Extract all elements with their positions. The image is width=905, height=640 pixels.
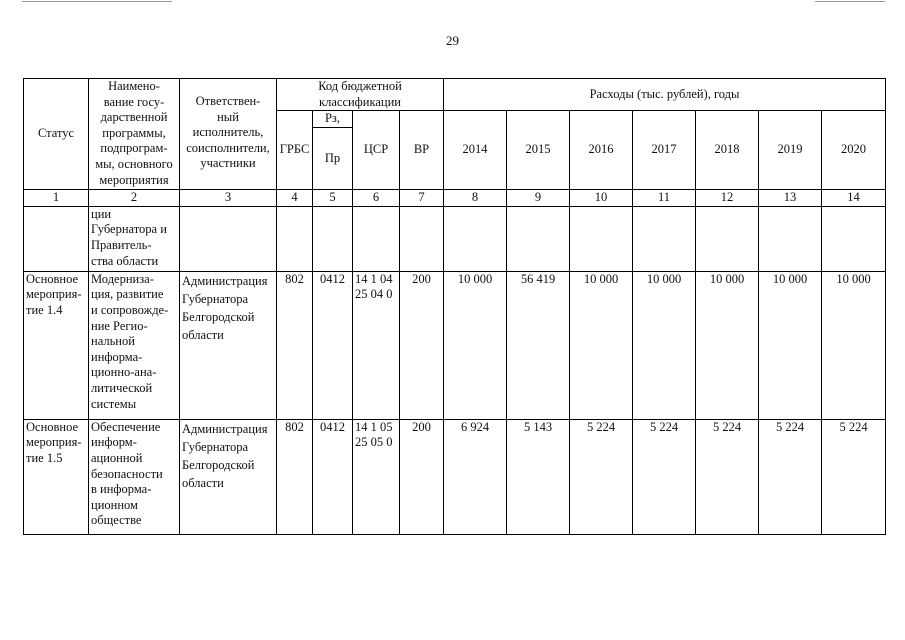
- row-vr: 200: [400, 419, 444, 534]
- continuation-row: [24, 206, 886, 271]
- row-value-2019: 10 000: [759, 271, 822, 419]
- header-year-2016: 2016: [570, 111, 633, 190]
- row-value-2020: 5 224: [822, 419, 886, 534]
- header-name: Наимено- вание госу- дарственной программы, подпрограм- мы, основного мероприятия: [89, 79, 180, 190]
- col-num-14: 14: [822, 190, 886, 207]
- header-pr: Пр: [313, 128, 353, 190]
- cont-name: ции Губернатора и Правитель- ства области: [89, 206, 180, 271]
- row-rzpr: 0412: [313, 419, 353, 534]
- row-csr: 14 1 04 25 04 0: [353, 271, 400, 419]
- row-value-2020: 10 000: [822, 271, 886, 419]
- col-num-2: 2: [89, 190, 180, 207]
- cont-status: [24, 206, 89, 271]
- budget-table: [23, 78, 886, 535]
- row-name: Модерниза- ция, развитие и сопровожде- ние Регио- нальной информа- ционно-ана- литической системы: [89, 271, 180, 419]
- row-vr: 200: [400, 271, 444, 419]
- row-value-2019: 5 224: [759, 419, 822, 534]
- header-year-2018: 2018: [696, 111, 759, 190]
- row-value-2016: 5 224: [570, 419, 633, 534]
- row-value-2018: 5 224: [696, 419, 759, 534]
- header-year-2015: 2015: [507, 111, 570, 190]
- cont-y2018: [696, 206, 759, 271]
- cont-vr: [400, 206, 444, 271]
- row-value-2018: 10 000: [696, 271, 759, 419]
- cont-rzpr: [313, 206, 353, 271]
- header-vr: ВР: [400, 111, 444, 190]
- page-number: 29: [446, 33, 459, 48]
- row-csr: 14 1 05 25 05 0: [353, 419, 400, 534]
- row-value-2014: 10 000: [444, 271, 507, 419]
- row-name: Обеспечение информ- ационной безопасности в информа- ционном обществе: [89, 419, 180, 534]
- row-value-2016: 10 000: [570, 271, 633, 419]
- col-num-4: 4: [277, 190, 313, 207]
- col-num-13: 13: [759, 190, 822, 207]
- cont-executor: [180, 206, 277, 271]
- cont-csr: [353, 206, 400, 271]
- col-num-3: 3: [180, 190, 277, 207]
- row-value-2015: 56 419: [507, 271, 570, 419]
- row-value-2015: 5 143: [507, 419, 570, 534]
- cont-y2016: [570, 206, 633, 271]
- col-num-11: 11: [633, 190, 696, 207]
- cont-grbs: [277, 206, 313, 271]
- row-value-2014: 6 924: [444, 419, 507, 534]
- cont-y2019: [759, 206, 822, 271]
- header-year-2017: 2017: [633, 111, 696, 190]
- header-year-2014: 2014: [444, 111, 507, 190]
- header-csr: ЦСР: [353, 111, 400, 190]
- row-rzpr: 0412: [313, 271, 353, 419]
- cont-y2020: [822, 206, 886, 271]
- cont-y2015: [507, 206, 570, 271]
- table-row: [24, 419, 886, 534]
- col-num-12: 12: [696, 190, 759, 207]
- header-expenses: Расходы (тыс. рублей), годы: [444, 79, 886, 111]
- header-row-1: [24, 79, 886, 111]
- header-grbs: ГРБС: [277, 111, 313, 190]
- col-num-9: 9: [507, 190, 570, 207]
- top-rule-left: [22, 1, 172, 2]
- table-row: [24, 271, 886, 419]
- row-grbs: 802: [277, 419, 313, 534]
- header-year-2019: 2019: [759, 111, 822, 190]
- column-number-row: [24, 190, 886, 207]
- col-num-5: 5: [313, 190, 353, 207]
- cont-y2014: [444, 206, 507, 271]
- header-executor: Ответствен- ный исполнитель, соисполнители, участники: [180, 79, 277, 190]
- header-rz: Рз,: [313, 111, 353, 128]
- row-executor: Администрация Губернатора Белгородской области: [180, 419, 277, 534]
- row-status: Основное мероприя- тие 1.4: [24, 271, 89, 419]
- col-num-8: 8: [444, 190, 507, 207]
- row-executor: Администрация Губернатора Белгородской области: [180, 271, 277, 419]
- col-num-6: 6: [353, 190, 400, 207]
- col-num-10: 10: [570, 190, 633, 207]
- top-rule-right: [815, 1, 885, 2]
- cont-y2017: [633, 206, 696, 271]
- row-value-2017: 10 000: [633, 271, 696, 419]
- row-grbs: 802: [277, 271, 313, 419]
- row-status: Основное мероприя- тие 1.5: [24, 419, 89, 534]
- row-value-2017: 5 224: [633, 419, 696, 534]
- col-num-1: 1: [24, 190, 89, 207]
- col-num-7: 7: [400, 190, 444, 207]
- header-year-2020: 2020: [822, 111, 886, 190]
- header-budget-code: Код бюджетной классификации: [277, 79, 444, 111]
- header-status: Статус: [24, 79, 89, 190]
